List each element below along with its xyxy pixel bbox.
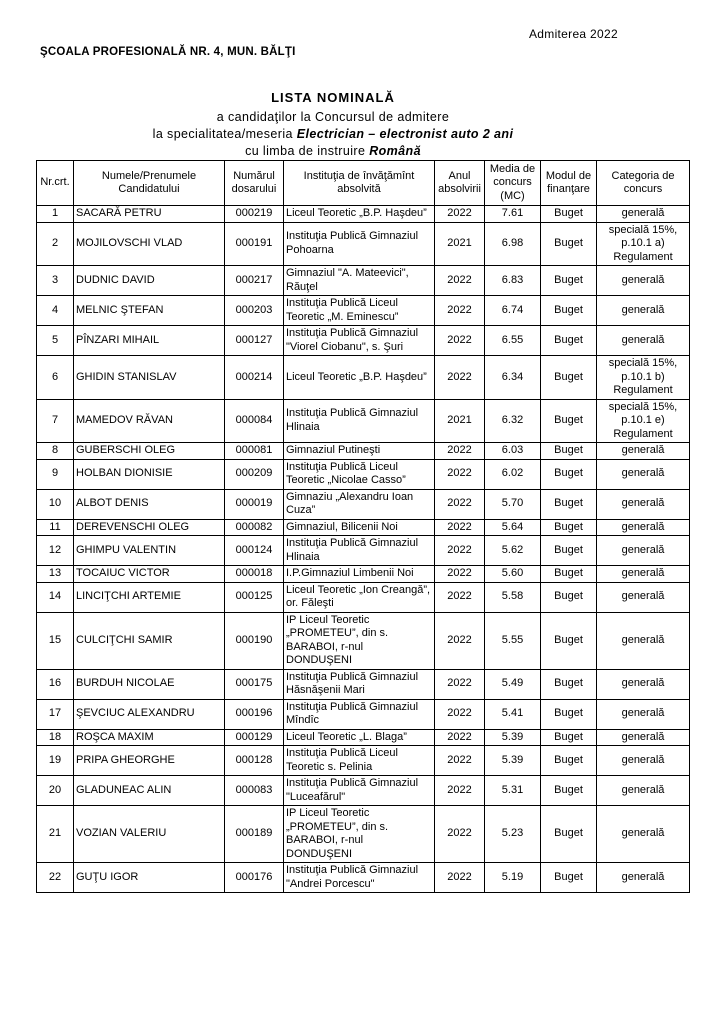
table-row <box>37 776 690 806</box>
cell-name: GUBERSCHI OLEG <box>74 443 225 460</box>
cell-name: VOZIAN VALERIU <box>74 806 225 863</box>
cell-name: DUDNIC DAVID <box>74 266 225 296</box>
cell-category: generală <box>597 326 690 356</box>
cell-mc: 6.55 <box>485 326 541 356</box>
cell-year: 2022 <box>435 566 485 583</box>
column-header-nr: Nr.crt. <box>37 161 74 206</box>
cell-nr: 18 <box>37 729 74 746</box>
table-row <box>37 326 690 356</box>
cell-category: generală <box>597 566 690 583</box>
table-row <box>37 669 690 699</box>
cell-funding: Buget <box>541 746 597 776</box>
cell-name: GHIDIN STANISLAV <box>74 356 225 400</box>
cell-mc: 5.49 <box>485 669 541 699</box>
cell-funding: Buget <box>541 459 597 489</box>
cell-dossier: 000084 <box>225 399 284 443</box>
cell-institution: Gimnaziul "A. Mateevici", Răuţel <box>284 266 435 296</box>
cell-dossier: 000219 <box>225 206 284 223</box>
table-row <box>37 519 690 536</box>
cell-dossier: 000125 <box>225 582 284 612</box>
cell-dossier: 000217 <box>225 266 284 296</box>
cell-funding: Buget <box>541 266 597 296</box>
cell-institution: Instituţia Publică Gimnaziul Hlinaia <box>284 399 435 443</box>
cell-nr: 19 <box>37 746 74 776</box>
cell-institution: Instituţia Publică Liceul Teoretic „Nicolae Casso” <box>284 459 435 489</box>
cell-category: generală <box>597 266 690 296</box>
cell-dossier: 000190 <box>225 612 284 669</box>
cell-category: generală <box>597 206 690 223</box>
cell-name: ROŞCA MAXIM <box>74 729 225 746</box>
cell-year: 2022 <box>435 863 485 893</box>
cell-dossier: 000127 <box>225 326 284 356</box>
cell-funding: Buget <box>541 356 597 400</box>
cell-name: ALBOT DENIS <box>74 489 225 519</box>
cell-nr: 14 <box>37 582 74 612</box>
cell-category: generală <box>597 296 690 326</box>
cell-mc: 5.41 <box>485 699 541 729</box>
cell-dossier: 000019 <box>225 489 284 519</box>
cell-mc: 6.83 <box>485 266 541 296</box>
cell-mc: 6.34 <box>485 356 541 400</box>
cell-name: PRIPA GHEORGHE <box>74 746 225 776</box>
cell-category: generală <box>597 459 690 489</box>
cell-mc: 5.31 <box>485 776 541 806</box>
cell-funding: Buget <box>541 326 597 356</box>
cell-nr: 12 <box>37 536 74 566</box>
table-body <box>37 206 690 893</box>
column-header-name: Numele/Prenumele Candidatului <box>74 161 225 206</box>
cell-mc: 5.55 <box>485 612 541 669</box>
cell-institution: Liceul Teoretic „L. Blaga” <box>284 729 435 746</box>
cell-nr: 22 <box>37 863 74 893</box>
cell-dossier: 000018 <box>225 566 284 583</box>
cell-mc: 5.70 <box>485 489 541 519</box>
cell-funding: Buget <box>541 776 597 806</box>
cell-dossier: 000082 <box>225 519 284 536</box>
column-header-dossier: Numărul dosarului <box>225 161 284 206</box>
cell-institution: Liceul Teoretic „B.P. Haşdeu” <box>284 206 435 223</box>
cell-funding: Buget <box>541 582 597 612</box>
cell-dossier: 000191 <box>225 222 284 266</box>
cell-mc: 6.32 <box>485 399 541 443</box>
table-row <box>37 729 690 746</box>
cell-funding: Buget <box>541 519 597 536</box>
cell-nr: 3 <box>37 266 74 296</box>
cell-name: GUŢU IGOR <box>74 863 225 893</box>
cell-funding: Buget <box>541 612 597 669</box>
cell-institution: Instituţia Publică Gimnaziul Hlinaia <box>284 536 435 566</box>
cell-nr: 13 <box>37 566 74 583</box>
cell-funding: Buget <box>541 729 597 746</box>
document-title: LISTA NOMINALĂ <box>271 90 395 105</box>
cell-funding: Buget <box>541 863 597 893</box>
cell-category: specială 15%, p.10.1 b) Regulament <box>597 356 690 400</box>
table-row <box>37 399 690 443</box>
cell-year: 2022 <box>435 296 485 326</box>
cell-nr: 4 <box>37 296 74 326</box>
cell-institution: Gimnaziul, Bilicenii Noi <box>284 519 435 536</box>
column-header-year: Anul absolvirii <box>435 161 485 206</box>
cell-category: generală <box>597 582 690 612</box>
cell-mc: 5.23 <box>485 806 541 863</box>
cell-category: generală <box>597 776 690 806</box>
cell-institution: Liceul Teoretic „B.P. Haşdeu” <box>284 356 435 400</box>
cell-year: 2022 <box>435 806 485 863</box>
cell-mc: 7.61 <box>485 206 541 223</box>
cell-institution: IP Liceul Teoretic „PROMETEU”, din s. BARABOI, r-nul DONDUŞENI <box>284 612 435 669</box>
document-headings <box>0 90 666 160</box>
language-name: Română <box>369 144 421 158</box>
cell-category: generală <box>597 699 690 729</box>
cell-nr: 7 <box>37 399 74 443</box>
column-header-mc: Media de concurs (MC) <box>485 161 541 206</box>
cell-category: generală <box>597 806 690 863</box>
cell-name: CULCIŢCHI SAMIR <box>74 612 225 669</box>
table-row <box>37 296 690 326</box>
cell-mc: 5.60 <box>485 566 541 583</box>
table-row <box>37 582 690 612</box>
cell-dossier: 000214 <box>225 356 284 400</box>
cell-dossier: 000129 <box>225 729 284 746</box>
cell-year: 2022 <box>435 669 485 699</box>
table-header <box>37 161 690 206</box>
column-header-institution: Instituţia de învăţămînt absolvită <box>284 161 435 206</box>
cell-name: GLADUNEAC ALIN <box>74 776 225 806</box>
cell-year: 2022 <box>435 776 485 806</box>
cell-category: generală <box>597 612 690 669</box>
cell-institution: Gimnaziu „Alexandru Ioan Cuza” <box>284 489 435 519</box>
cell-funding: Buget <box>541 443 597 460</box>
cell-nr: 17 <box>37 699 74 729</box>
cell-name: SACARĂ PETRU <box>74 206 225 223</box>
cell-institution: Instituţia Publică Liceul Teoretic „M. Eminescu” <box>284 296 435 326</box>
table-header-row <box>37 161 690 206</box>
table-row <box>37 612 690 669</box>
cell-nr: 20 <box>37 776 74 806</box>
cell-mc: 5.39 <box>485 729 541 746</box>
cell-institution: Instituţia Publică Gimnaziul "Viorel Ciobanu", s. Şuri <box>284 326 435 356</box>
cell-dossier: 000209 <box>225 459 284 489</box>
cell-funding: Buget <box>541 806 597 863</box>
table-row <box>37 356 690 400</box>
cell-category: generală <box>597 536 690 566</box>
cell-funding: Buget <box>541 566 597 583</box>
cell-institution: Instituţia Publică Gimnaziul "Andrei Porcescu" <box>284 863 435 893</box>
cell-mc: 5.62 <box>485 536 541 566</box>
cell-year: 2022 <box>435 612 485 669</box>
language-prefix: cu limba de instruire <box>245 144 370 158</box>
cell-institution: IP Liceul Teoretic „PROMETEU”, din s. BARABOI, r-nul DONDUŞENI <box>284 806 435 863</box>
cell-year: 2022 <box>435 206 485 223</box>
cell-year: 2022 <box>435 489 485 519</box>
cell-nr: 2 <box>37 222 74 266</box>
cell-funding: Buget <box>541 222 597 266</box>
cell-funding: Buget <box>541 699 597 729</box>
candidates-table <box>36 160 690 893</box>
cell-category: generală <box>597 729 690 746</box>
table-row <box>37 459 690 489</box>
cell-mc: 6.98 <box>485 222 541 266</box>
cell-year: 2022 <box>435 356 485 400</box>
cell-mc: 5.58 <box>485 582 541 612</box>
column-header-category: Categoria de concurs <box>597 161 690 206</box>
cell-name: HOLBAN DIONISIE <box>74 459 225 489</box>
cell-institution: Liceul Teoretic „Ion Creangă”, or. Făleşti <box>284 582 435 612</box>
cell-category: generală <box>597 669 690 699</box>
table-row <box>37 746 690 776</box>
document-subtitle-1: a candidaţilor la Concursul de admitere <box>216 110 450 124</box>
cell-funding: Buget <box>541 669 597 699</box>
cell-year: 2022 <box>435 746 485 776</box>
cell-nr: 15 <box>37 612 74 669</box>
cell-name: TOCAIUC VICTOR <box>74 566 225 583</box>
cell-funding: Buget <box>541 489 597 519</box>
cell-year: 2022 <box>435 266 485 296</box>
cell-mc: 5.19 <box>485 863 541 893</box>
cell-nr: 1 <box>37 206 74 223</box>
cell-dossier: 000176 <box>225 863 284 893</box>
cell-funding: Buget <box>541 206 597 223</box>
table-row <box>37 266 690 296</box>
table-row <box>37 863 690 893</box>
cell-funding: Buget <box>541 296 597 326</box>
cell-year: 2022 <box>435 459 485 489</box>
cell-year: 2021 <box>435 222 485 266</box>
cell-name: DEREVENSCHI OLEG <box>74 519 225 536</box>
cell-nr: 11 <box>37 519 74 536</box>
cell-year: 2022 <box>435 519 485 536</box>
document-subtitle-3 <box>0 143 666 160</box>
school-name: ŞCOALA PROFESIONALĂ NR. 4, MUN. BĂLŢI <box>40 46 296 58</box>
table-row <box>37 489 690 519</box>
cell-name: ŞEVCIUC ALEXANDRU <box>74 699 225 729</box>
admission-year-label: Admiterea 2022 <box>529 27 618 41</box>
table-row <box>37 806 690 863</box>
cell-mc: 5.39 <box>485 746 541 776</box>
cell-dossier: 000203 <box>225 296 284 326</box>
table-row <box>37 443 690 460</box>
cell-nr: 8 <box>37 443 74 460</box>
table-row <box>37 536 690 566</box>
cell-dossier: 000175 <box>225 669 284 699</box>
cell-institution: I.P.Gimnaziul Limbenii Noi <box>284 566 435 583</box>
cell-mc: 5.64 <box>485 519 541 536</box>
cell-dossier: 000196 <box>225 699 284 729</box>
cell-name: PÎNZARI MIHAIL <box>74 326 225 356</box>
cell-category: generală <box>597 519 690 536</box>
cell-dossier: 000124 <box>225 536 284 566</box>
cell-year: 2022 <box>435 326 485 356</box>
cell-category: generală <box>597 443 690 460</box>
cell-category: specială 15%, p.10.1 a) Regulament <box>597 222 690 266</box>
cell-name: MELNIC ŞTEFAN <box>74 296 225 326</box>
cell-mc: 6.03 <box>485 443 541 460</box>
cell-institution: Instituţia Publică Gimnaziul "Luceafărul" <box>284 776 435 806</box>
cell-nr: 10 <box>37 489 74 519</box>
cell-year: 2022 <box>435 443 485 460</box>
cell-nr: 5 <box>37 326 74 356</box>
table-row <box>37 699 690 729</box>
cell-name: MAMEDOV RĂVAN <box>74 399 225 443</box>
cell-year: 2022 <box>435 582 485 612</box>
cell-year: 2022 <box>435 536 485 566</box>
cell-category: specială 15%, p.10.1 e) Regulament <box>597 399 690 443</box>
cell-nr: 16 <box>37 669 74 699</box>
cell-mc: 6.74 <box>485 296 541 326</box>
cell-category: generală <box>597 489 690 519</box>
cell-category: generală <box>597 746 690 776</box>
cell-nr: 6 <box>37 356 74 400</box>
table-row <box>37 222 690 266</box>
cell-year: 2022 <box>435 699 485 729</box>
cell-name: MOJILOVSCHI VLAD <box>74 222 225 266</box>
table-row <box>37 206 690 223</box>
cell-institution: Instituţia Publică Gimnaziul Mîndîc <box>284 699 435 729</box>
cell-name: BURDUH NICOLAE <box>74 669 225 699</box>
specialty-prefix: la specialitatea/meseria <box>152 127 297 141</box>
cell-funding: Buget <box>541 399 597 443</box>
cell-dossier: 000189 <box>225 806 284 863</box>
cell-dossier: 000128 <box>225 746 284 776</box>
specialty-name: Electrician – electronist auto 2 ani <box>296 127 514 141</box>
cell-nr: 21 <box>37 806 74 863</box>
cell-institution: Instituţia Publică Liceul Teoretic s. Pelinia <box>284 746 435 776</box>
cell-name: GHIMPU VALENTIN <box>74 536 225 566</box>
cell-funding: Buget <box>541 536 597 566</box>
table-row <box>37 566 690 583</box>
column-header-funding: Modul de finanţare <box>541 161 597 206</box>
cell-name: LINCIŢCHI ARTEMIE <box>74 582 225 612</box>
cell-mc: 6.02 <box>485 459 541 489</box>
document-subtitle-2 <box>0 126 666 143</box>
cell-institution: Gimnaziul Putineşti <box>284 443 435 460</box>
cell-dossier: 000083 <box>225 776 284 806</box>
cell-nr: 9 <box>37 459 74 489</box>
cell-institution: Instituţia Publică Gimnaziul Pohoarna <box>284 222 435 266</box>
cell-category: generală <box>597 863 690 893</box>
cell-dossier: 000081 <box>225 443 284 460</box>
cell-year: 2022 <box>435 729 485 746</box>
cell-year: 2021 <box>435 399 485 443</box>
cell-institution: Instituţia Publică Gimnaziul Hăsnăşenii Mari <box>284 669 435 699</box>
